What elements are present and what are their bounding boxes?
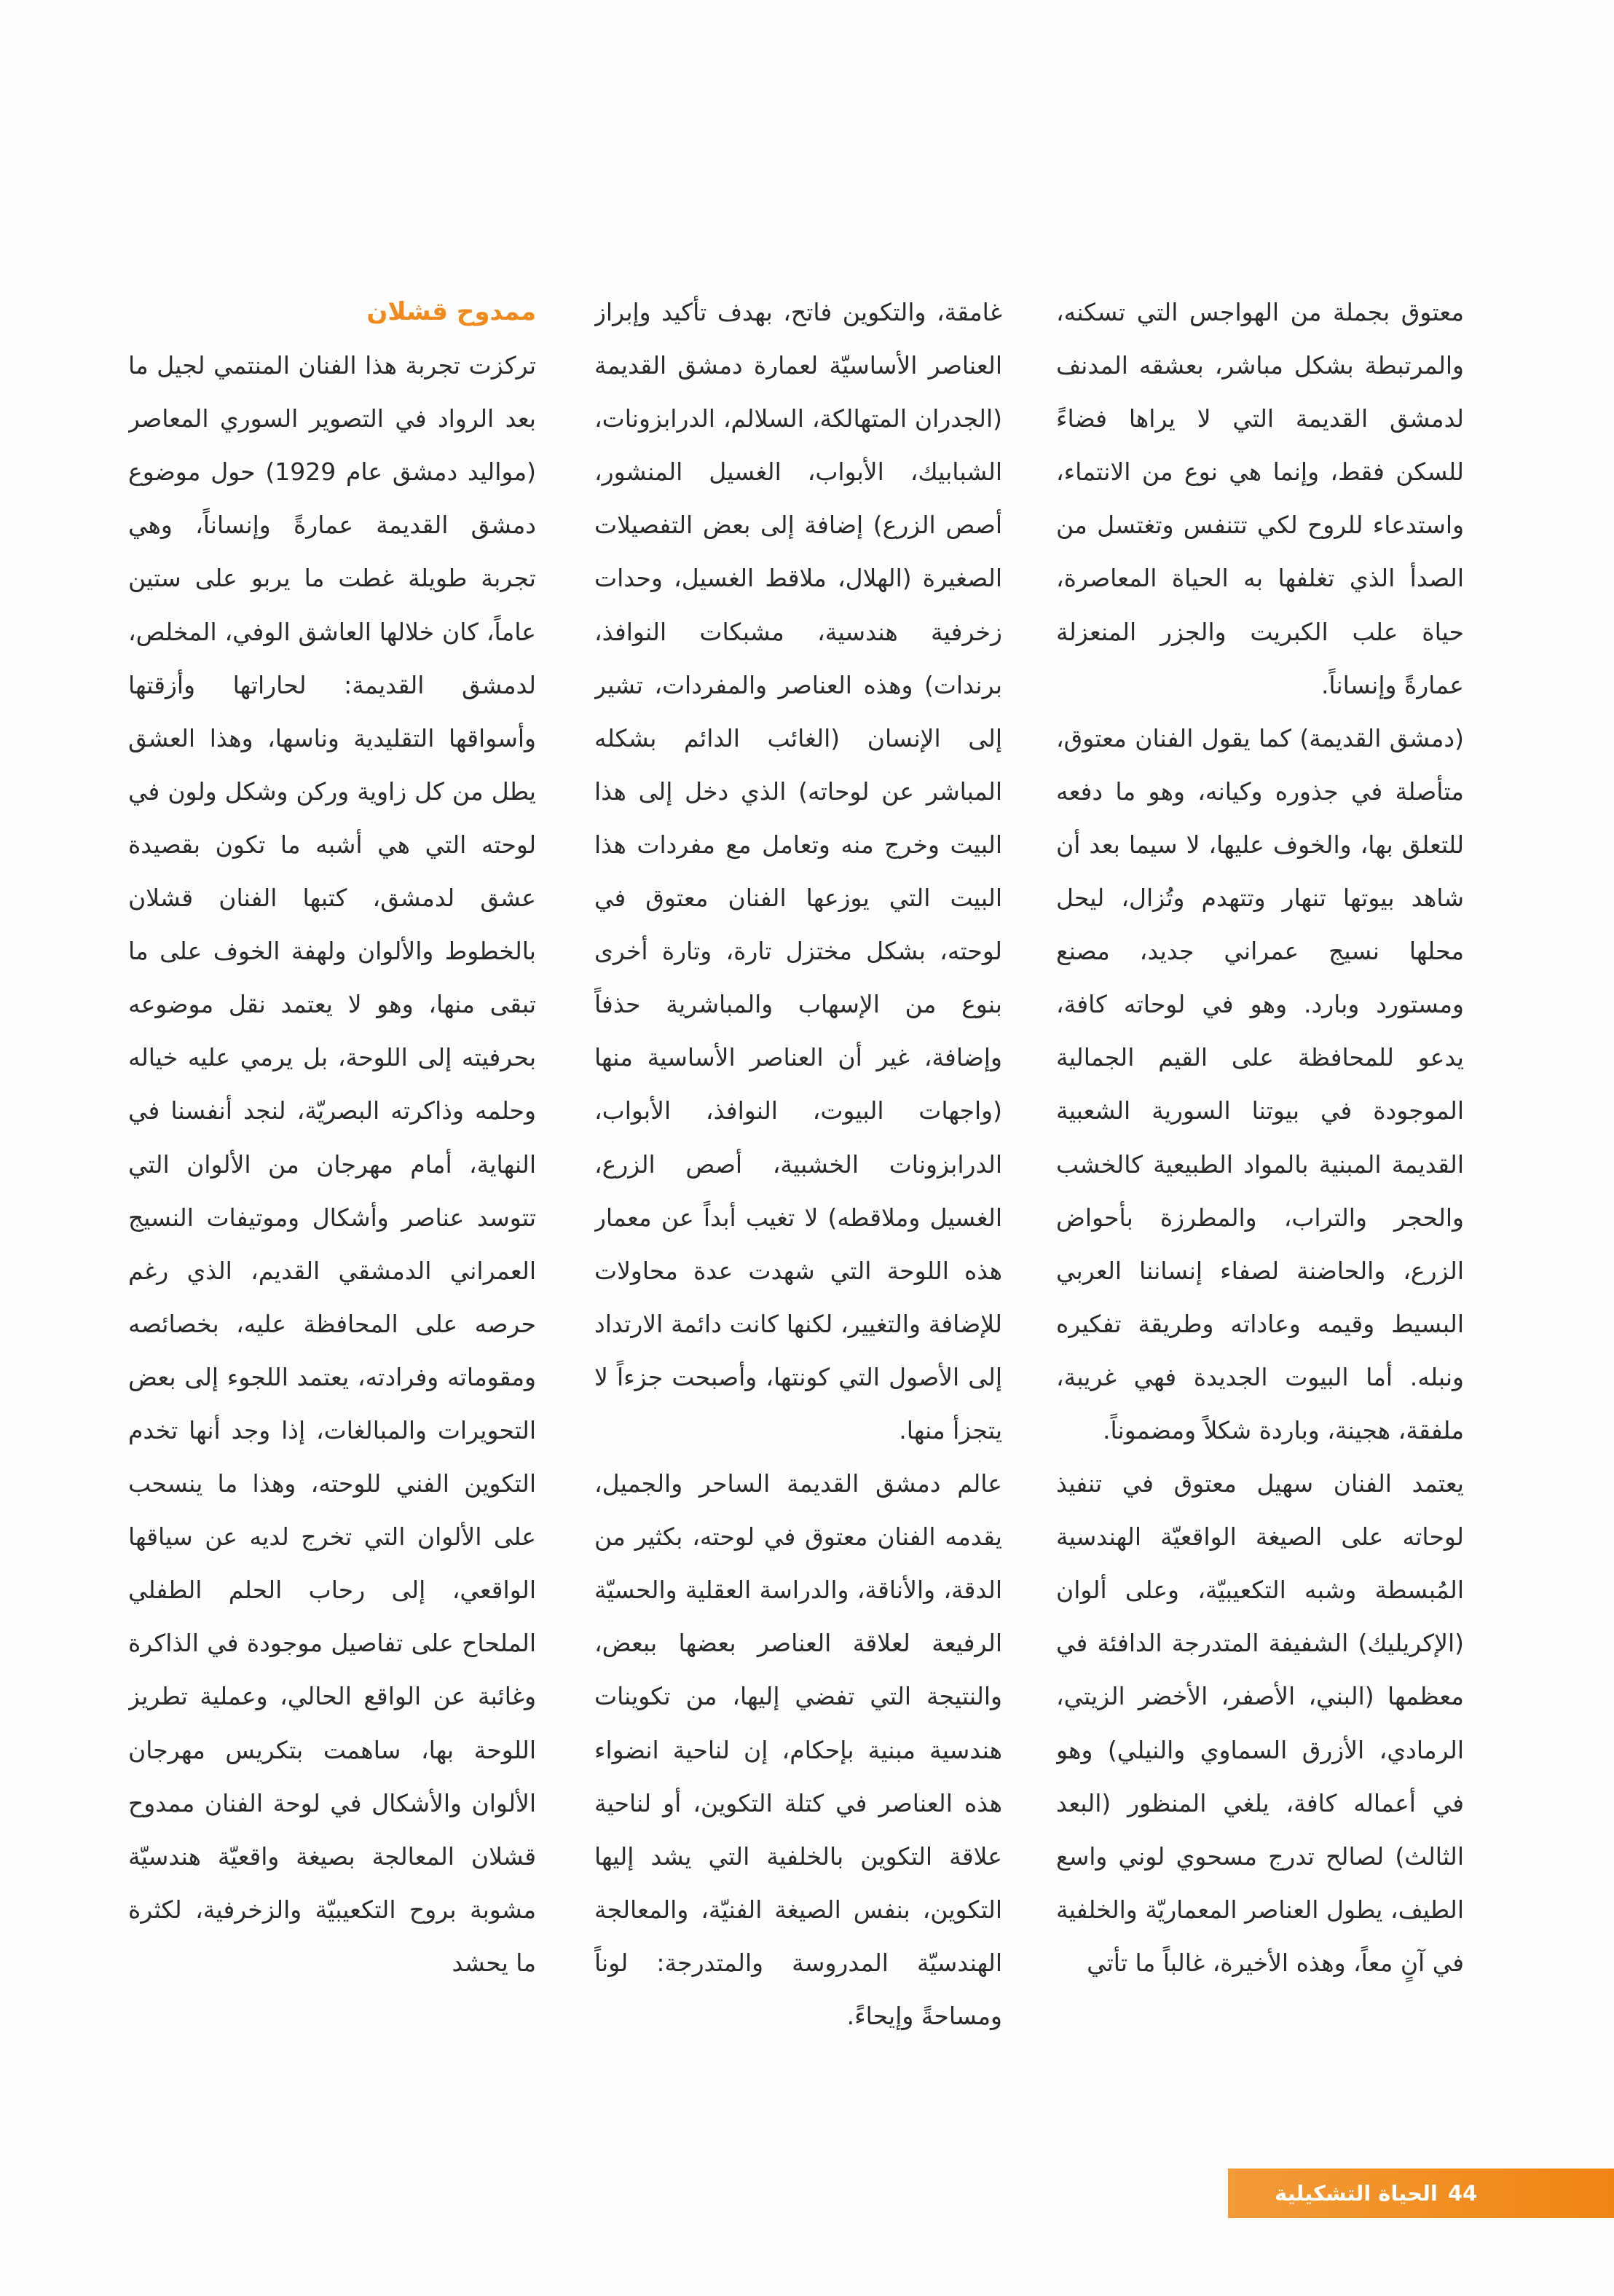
paragraph: تركزت تجربة هذا الفنان المنتمي لجيل ما بعد الرواد في التصوير السوري المعاصر (مواليد دمشق عام 1929) حول موضوع دمشق القديمة عمارةً وإنساناً، وهي تجربة طويلة غطت ما يربو على ستين عاماً، كان خلالها العاشق الوفي، المخلص، لدمشق القديمة: لحاراتها وأزقتها وأسواقها التقليدية وناسها، وهذا العشق يطل من كل زاوية وركن وشكل ولون في لوحته التي هي أشبه ما تكون بقصيدة عشق لدمشق، كتبها الفنان قشلان بالخطوط والألوان ولهفة الخوف على ما تبقى منها، وهو لا يعتمد نقل موضوعه بحرفيته إلى اللوحة، بل يرمي عليه خياله وحلمه وذاكرته البصريّة، لنجد أنفسنا في النهاية، أمام مهرجان من الألوان التي تتوسد عناصر وأشكال وموتيفات النسيج العمراني الدمشقي القديم، الذي رغم حرصه على المحافظة عليه، بخصائصه ومقوماته وفرادته، يعتمد اللجوء إلى بعض التحويرات والمبالغات، إذا وجد أنها تخدم التكوين الفني للوحته، وهذا ما ينسحب على الألوان التي تخرج لديه عن سياقها الواقعي، إلى رحاب الحلم الطفلي الملحاح على تفاصيل موجودة في الذاكرة وغائبة عن الواقع الحالي، وعملية تطريز اللوحة بها، ساهمت بتكريس مهرجان الألوان والأشكال في لوحة الفنان ممدوح قشلان المعالجة بصيغة واقعيّة هندسيّة مشوبة بروح التكعيبيّة والزخرفية، لكثرة ما يحشد bbox=[128, 351, 536, 1977]
paragraph: معتوق بجملة من الهواجس التي تسكنه، والمرتبطة بشكل مباشر، بعشقه المدنف لدمشق القديمة التي لا يراها فضاءً للسكن فقط، وإنما هي نوع من الانتماء، واستدعاء للروح لكي تتنفس وتغتسل من الصدأ الذي تغلفها به الحياة المعاصرة، حياة علب الكبريت والجزر المنعزلة عمارةً وإنساناً. bbox=[1056, 298, 1464, 699]
paragraph: (دمشق القديمة) كما يقول الفنان معتوق، متأصلة في جذوره وكيانه، وهو ما دفعه للتعلق بها، والخوف عليها، لا سيما بعد أن شاهد بيوتها تنهار وتتهدم وتُزال، ليحل محلها نسيج عمراني جديد، مصنع ومستورد وبارد. وهو في لوحاته كافة، يدعو للمحافظة على القيم الجمالية الموجودة في بيوتنا السورية الشعبية القديمة المبنية بالمواد الطبيعية كالخشب والحجر والتراب، والمطرزة بأحواض الزرع، والحاضنة لصفاء إنساننا العربي البسيط وقيمه وعاداته وطريقة تفكيره ونبله. أما البيوت الجديدة فهي غريبة، ملفقة، هجينة، وباردة شكلاً ومضموناً. bbox=[1056, 723, 1464, 1444]
section-heading: ممدوح قشلان bbox=[366, 297, 536, 326]
magazine-title: الحياة التشكيلية bbox=[1275, 2181, 1438, 2206]
paragraph: عالم دمشق القديمة الساحر والجميل، يقدمه الفنان معتوق في لوحته، بكثير من الدقة، والأناقة، والدراسة العقلية والحسيّة الرفيعة لعلاقة العناصر بعضها ببعض، والنتيجة التي تفضي إليها، من تكوينات هندسية مبنية بإحكام، إن لناحية انضواء هذه العناصر في كتلة التكوين، أو لناحية علاقة التكوين بالخلفية التي يشد إليها التكوين، بنفس الصيغة الفنيّة، والمعالجة الهندسيّة المدروسة والمتدرجة: لوناً ومساحةً وإيحاءً. bbox=[594, 1469, 1002, 2030]
page-number: 44 bbox=[1447, 2181, 1478, 2206]
footer-bar bbox=[1228, 2169, 1614, 2218]
footer-content bbox=[1275, 2169, 1477, 2218]
article-column-left bbox=[128, 286, 536, 2048]
article-column-middle bbox=[594, 286, 1002, 2048]
paragraph: يعتمد الفنان سهيل معتوق في تنفيذ لوحاته على الصيغة الواقعيّة الهندسية المُبسطة وشبه التكعيبيّة، وعلى ألوان (الإكريليك) الشفيفة المتدرجة الدافئة في معظمها (البني، الأصفر، الأخضر الزيتي، الرمادي، الأزرق السماوي والنيلي) وهو في أعماله كافة، يلغي المنظور (البعد الثالث) لصالح تدرج مسحوي لوني واسع الطيف، يطول العناصر المعماريّة والخلفية في آنٍ معاً، وهذه الأخيرة، غالباً ما تأتي bbox=[1056, 1469, 1464, 1977]
article-column-right bbox=[1056, 286, 1464, 2048]
paragraph: غامقة، والتكوين فاتح، بهدف تأكيد وإبراز العناصر الأساسيّة لعمارة دمشق القديمة (الجدران المتهالكة، السلالم، الدرابزونات، الشبابيك، الأبواب، الغسيل المنشور، أصص الزرع) إضافة إلى بعض التفصيلات الصغيرة (الهلال، ملاقط الغسيل، وحدات زخرفية هندسية، مشبكات النوافذ، برندات) وهذه العناصر والمفردات، تشير إلى الإنسان (الغائب الدائم بشكله المباشر عن لوحاته) الذي دخل إلى هذا البيت وخرج منه وتعامل مع مفردات هذا البيت التي يوزعها الفنان معتوق في لوحته، بشكل مختزل تارة، وتارة أخرى بنوع من الإسهاب والمباشرية حذفاً وإضافة، غير أن العناصر الأساسية منها (واجهات البيوت، النوافذ، الأبواب، الدرابزونات الخشبية، أصص الزرع، الغسيل وملاقطه) لا تغيب أبداً عن معمار هذه اللوحة التي شهدت عدة محاولات للإضافة والتغيير، لكنها كانت دائمة الارتداد إلى الأصول التي كونتها، وأصبحت جزءاً لا يتجزأ منها. bbox=[594, 298, 1002, 1444]
